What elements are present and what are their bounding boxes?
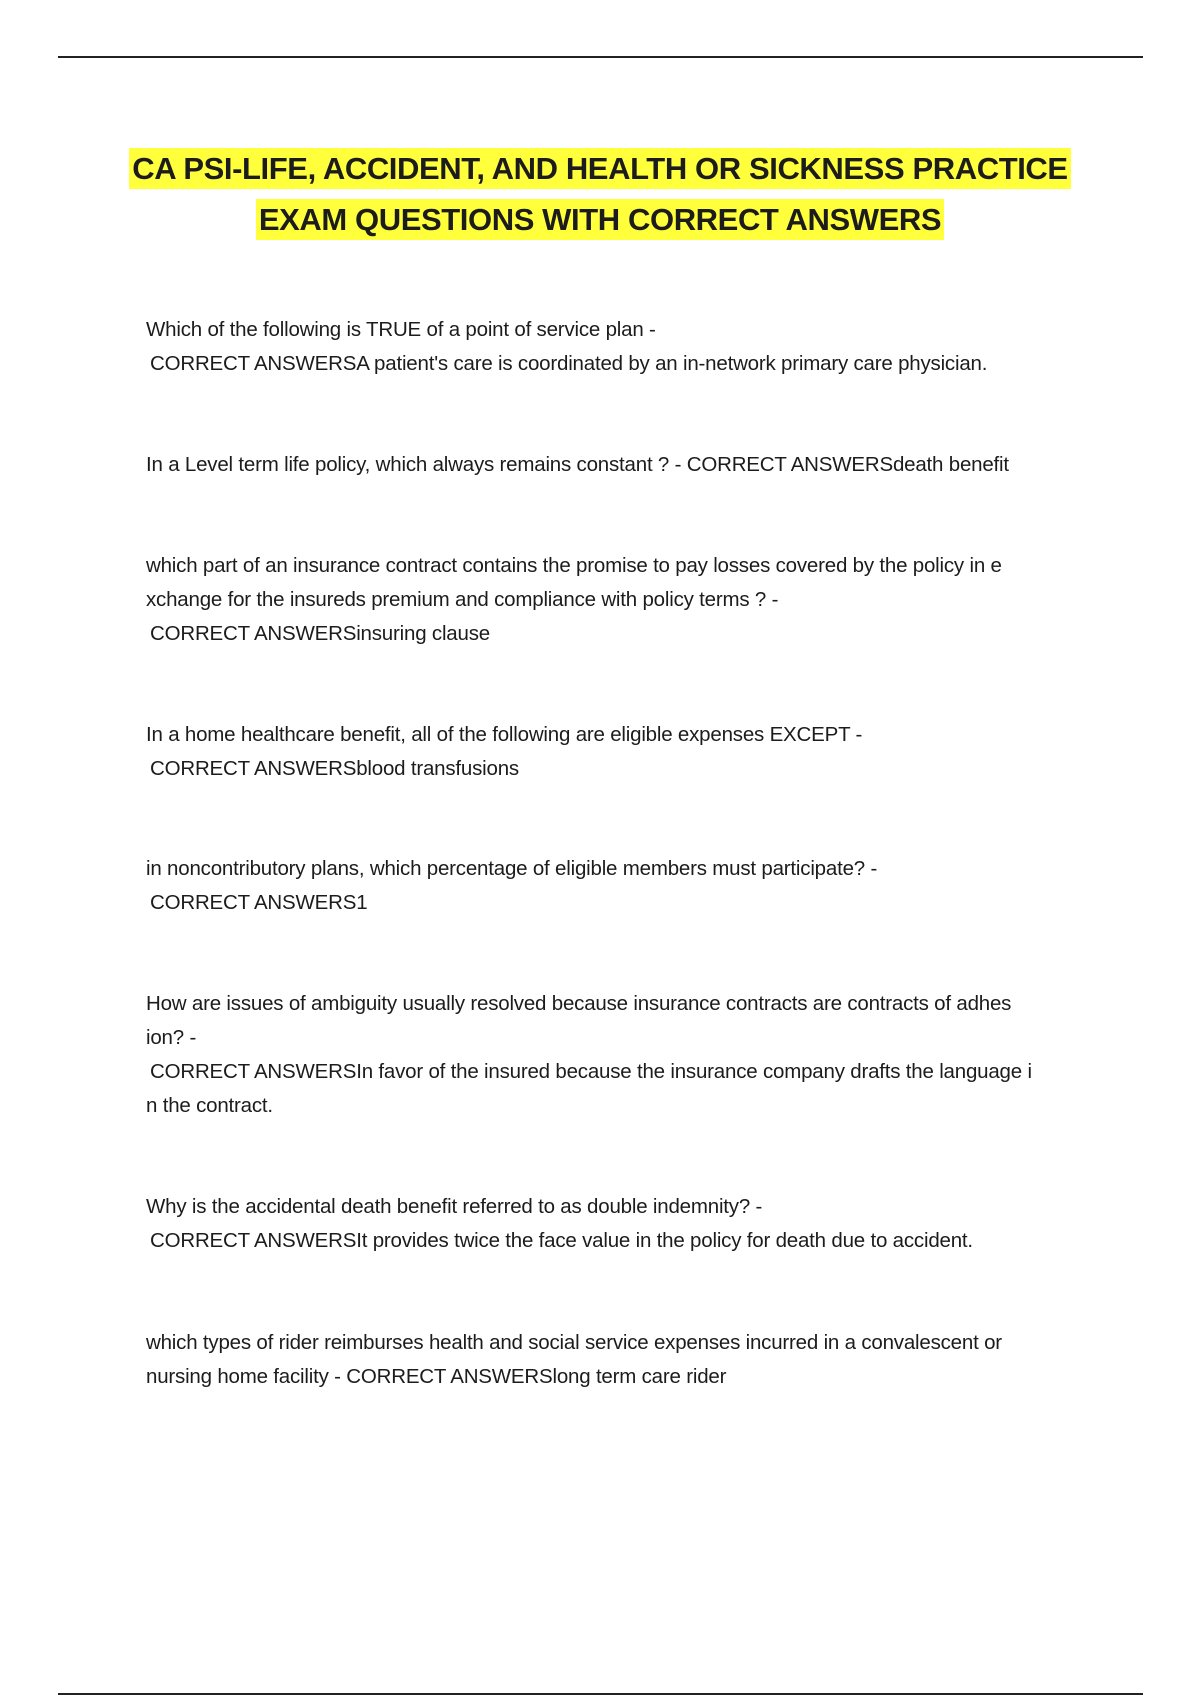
answer-text: CORRECT ANSWERSA patient's care is coordinated by an in-network primary care physician. <box>150 352 988 375</box>
qa-item-7 <box>146 1190 1096 1258</box>
bottom-divider <box>58 1693 1143 1695</box>
qa-item-3 <box>146 549 1096 651</box>
answer-text: CORRECT ANSWERSblood transfusions <box>150 757 519 780</box>
question-text: ion? - <box>146 1026 197 1049</box>
question-text: in noncontributory plans, which percentage of eligible members must participate? - <box>146 857 878 880</box>
qa-item-4 <box>146 718 1096 786</box>
question-text: xchange for the insureds premium and compliance with policy terms ? - <box>146 588 779 611</box>
question-answer-text: In a Level term life policy, which always remains constant ? - CORRECT ANSWERSdeath benefit <box>146 453 1009 476</box>
question-text: Which of the following is TRUE of a point of service plan - <box>146 318 656 341</box>
question-answer-text: nursing home facility - CORRECT ANSWERSlong term care rider <box>146 1365 727 1388</box>
qa-item-6 <box>146 987 1096 1123</box>
title-line-1: CA PSI-LIFE, ACCIDENT, AND HEALTH OR SICKNESS PRACTICE <box>129 148 1070 189</box>
question-text: which types of rider reimburses health and social service expenses incurred in a convalescent or <box>146 1331 1002 1354</box>
answer-text: CORRECT ANSWERSIn favor of the insured because the insurance company drafts the language i <box>150 1060 1032 1083</box>
qa-item-2 <box>146 448 1096 482</box>
question-text: which part of an insurance contract contains the promise to pay losses covered by the policy in e <box>146 554 1002 577</box>
top-divider <box>58 56 1143 58</box>
question-text: How are issues of ambiguity usually resolved because insurance contracts are contracts of adhes <box>146 992 1012 1015</box>
answer-text: CORRECT ANSWERS1 <box>150 891 368 914</box>
document-title <box>100 143 1100 245</box>
qa-item-1 <box>146 313 1096 381</box>
question-text: Why is the accidental death benefit referred to as double indemnity? - <box>146 1195 763 1218</box>
title-line-2: EXAM QUESTIONS WITH CORRECT ANSWERS <box>256 199 944 240</box>
qa-item-5 <box>146 852 1096 920</box>
answer-text: CORRECT ANSWERSinsuring clause <box>150 622 490 645</box>
qa-item-8 <box>146 1326 1096 1394</box>
question-text: In a home healthcare benefit, all of the following are eligible expenses EXCEPT - <box>146 723 863 746</box>
answer-text: CORRECT ANSWERSIt provides twice the face value in the policy for death due to accident. <box>150 1229 973 1252</box>
answer-text: n the contract. <box>146 1094 273 1117</box>
